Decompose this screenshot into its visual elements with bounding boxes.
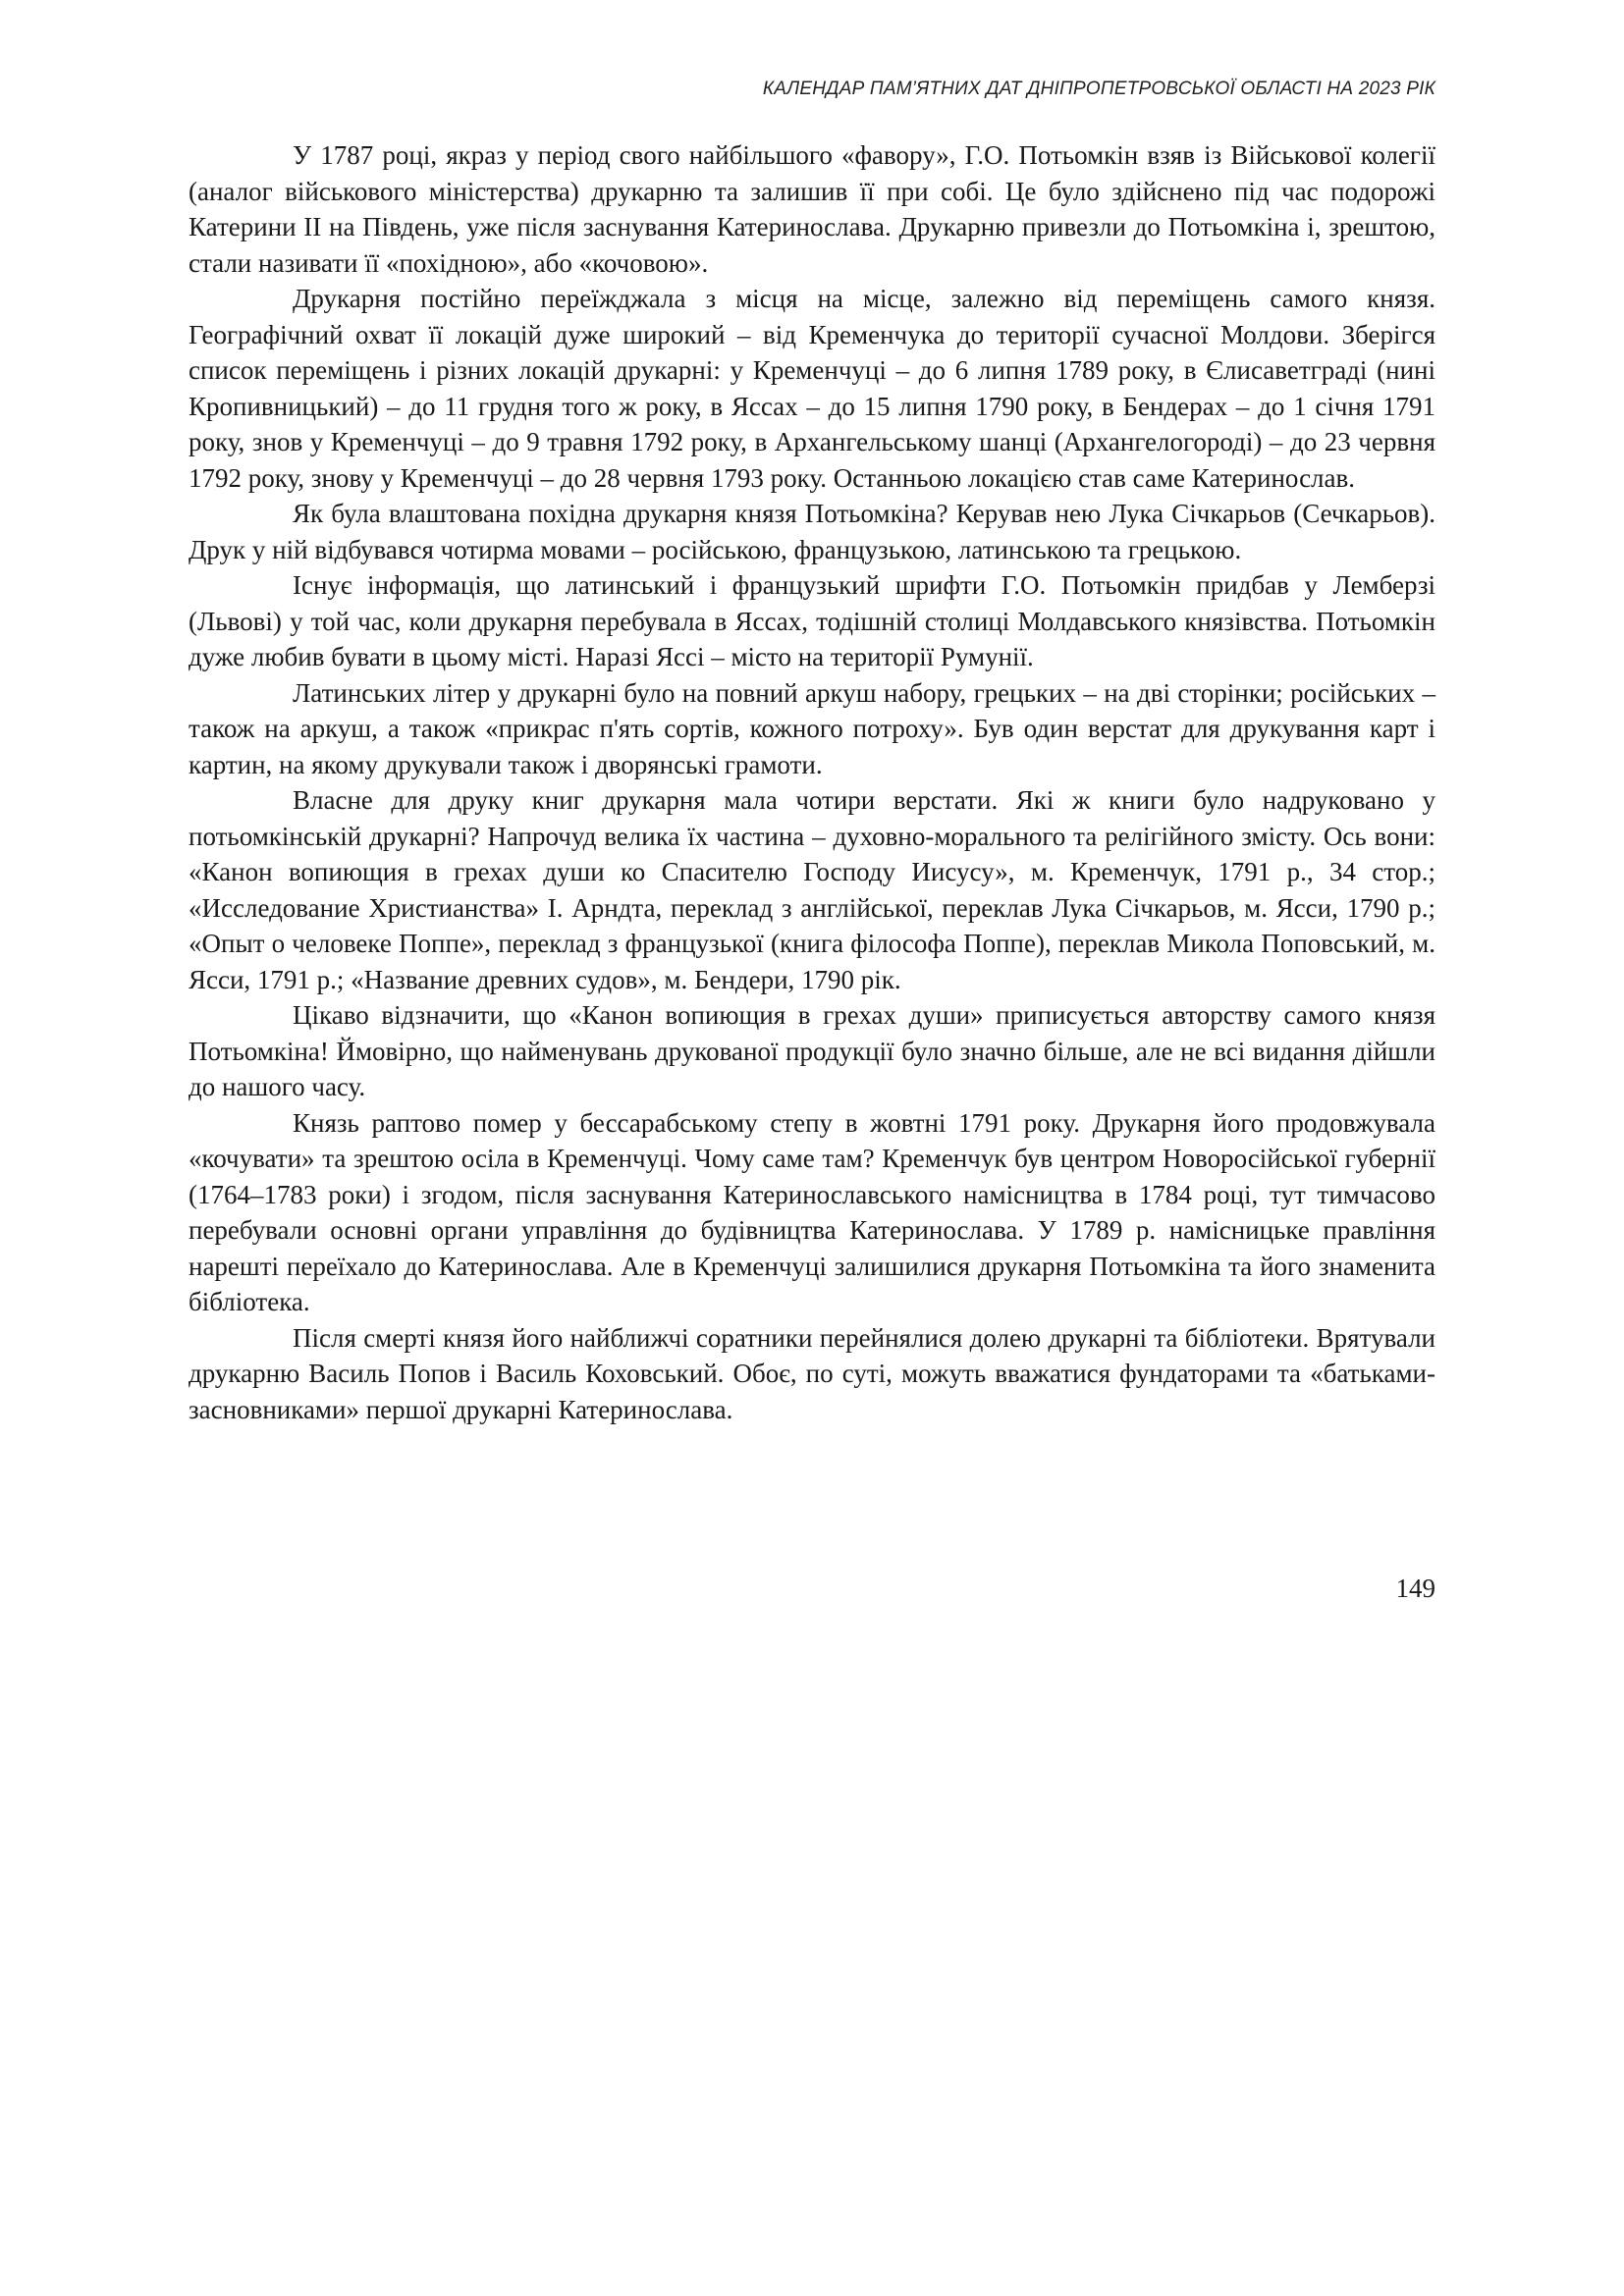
paragraph: Існує інформація, що латинський і французький шрифти Г.О. Потьомкін придбав у Лемберзі (Львові) у той час, коли друкарня перебувала в Яссах, тодішній столиці Молдавського князівства. Потьомкін дуже любив бувати в цьому місті. Наразі Яссі – місто на території Румунії. <box>189 570 1435 671</box>
paragraph: Князь раптово помер у бессарабському степу в жовтні 1791 року. Друкарня його продовжувала «кочувати» та зрештою осіла в Кременчуці. Чому саме там? Кременчук був центром Новоросійської губернії (1764–1783 роки) і згодом, після заснування Катеринославського намісництва в 1784 році, тут тимчасово перебували основні органи управління до будівництва Катеринослава. У 1789 р. намісницьке правління нарешті переїхало до Катеринослава. Але в Кременчуці залишилися друкарня Потьомкіна та його знаменита бібліотека. <box>189 1107 1435 1316</box>
paragraph: Друкарня постійно переїжджала з місця на місце, залежно від переміщень самого князя. Географічний охват її локацій дуже широкий – від Кременчука до території сучасної Молдови. Зберігся список переміщень і різних локацій друкарні: у Кременчуці – до 6 липня 1789 року, в Єлисаветграді (нині Кропивницький) – до 11 грудня того ж року, в Яссах – до 15 липня 1790 року, в Бендерах – до 1 січня 1791 року, знов у Кременчуці – до 9 травня 1792 року, в Архангельському шанці (Архангелогороді) – до 23 червня 1792 року, знову у Кременчуці – до 28 червня 1793 року. Останньою локацією став саме Катеринослав. <box>189 284 1435 493</box>
paragraph: Після смерті князя його найближчі соратники перейнялися долею друкарні та бібліотеки. Врятували друкарню Василь Попов і Василь Коховський. Обоє, по суті, можуть вважатися фундаторами та «батьками-засновниками» першої друкарні Катеринослава. <box>189 1322 1435 1424</box>
paragraph: Цікаво відзначити, що «Канон вопиющия в грехах души» приписується авторству самого князя Потьомкіна! Ймовірно, що найменувань друкованої продукції було значно більше, але не всі видання дійшли до нашого часу. <box>189 1000 1435 1101</box>
paragraph: Латинських літер у друкарні було на повний аркуш набору, грецьких – на дві сторінки; російських – також на аркуш, а також «прикрас п'ять сортів, кожного потроху». Був один верстат для друкування карт і картин, на якому друкували також і дворянські грамоти. <box>189 677 1435 779</box>
paragraph: У 1787 році, якраз у період свого найбільшого «фавору», Г.О. Потьомкін взяв із Військової колегії (аналог військового міністерства) друкарню та залишив її при собі. Це було здійснено під час подорожі Катерини II на Південь, уже після заснування Катеринослава. Друкарню привезли до Потьомкіна і, зрештою, стали називати її «похідною», або «кочовою». <box>189 140 1435 278</box>
paragraph: Як була влаштована похідна друкарня князя Потьомкіна? Керував нею Лука Січкарьов (Сечкарьов). Друк у ній відбувався чотирма мовами – російською, французькою, латинською та грецькою. <box>189 499 1435 564</box>
page-number: 149 <box>1395 1574 1435 1603</box>
running-header: КАЛЕНДАР ПАМ’ЯТНИХ ДАТ ДНІПРОПЕТРОВСЬКОЇ ОБЛАСТІ НА 2023 РІК <box>762 79 1435 99</box>
article-body <box>189 137 1435 1427</box>
paragraph: Власне для друку книг друкарня мала чотири верстати. Які ж книги було надруковано у потьомкінській друкарні? Напрочуд велика їх частина – духовно-морального та релігійного змісту. Ось вони: «Канон вопиющия в грехах души ко Спасителю Господу Иисусу», м. Кременчук, 1791 р., 34 стор.; «Исследование Христианства» І. Арндта, переклад з англійської, переклав Лука Січкарьов, м. Ясси, 1790 р.; «Опыт о человеке Поппе», переклад з французької (книга філософа Поппе), переклав Микола Поповський, м. Ясси, 1791 р.; «Название древних судов», м. Бендери, 1790 рік. <box>189 785 1435 994</box>
